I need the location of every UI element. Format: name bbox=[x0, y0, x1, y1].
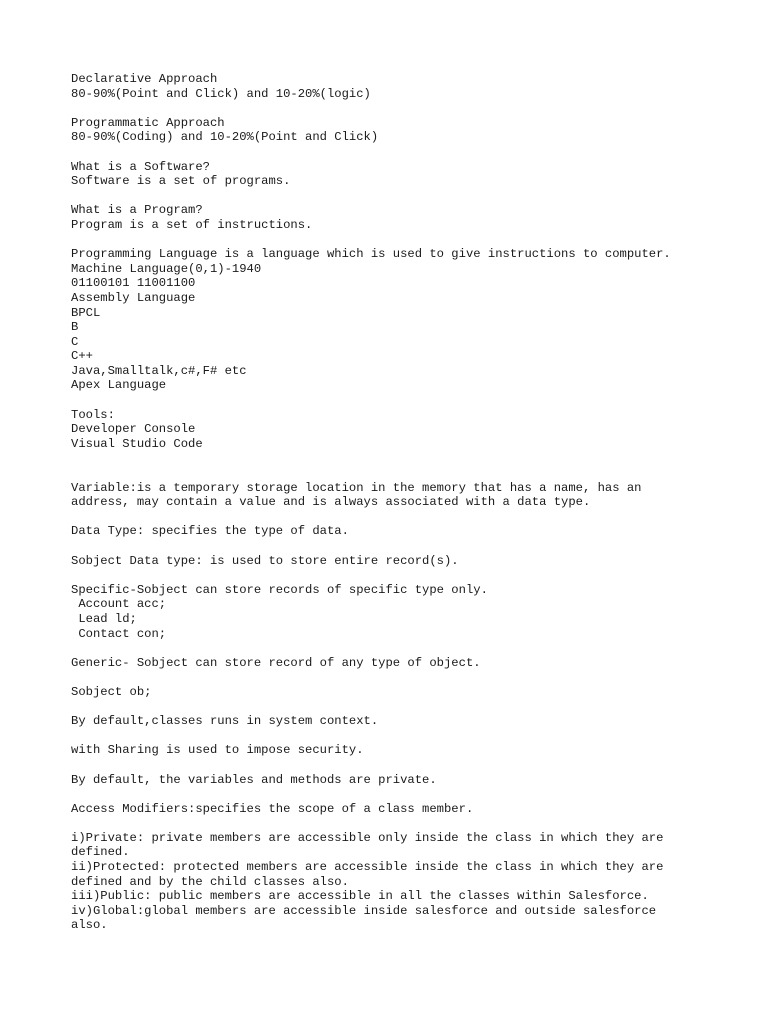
text-line: Sobject Data type: is used to store entire record(s). bbox=[71, 553, 459, 568]
paragraph-declarative-approach bbox=[71, 72, 731, 101]
text-line: Declarative Approach bbox=[71, 72, 218, 86]
text-line: What is a Program? bbox=[71, 203, 203, 218]
text-line: iii)Public: public members are accessible in all the classes within Salesforce. bbox=[71, 889, 649, 904]
text-line: Data Type: specifies the type of data. bbox=[71, 524, 349, 539]
text-line: Account acc; bbox=[71, 597, 167, 612]
text-line: 80-90%(Coding) and 10-20%(Point and Click) bbox=[71, 130, 379, 145]
paragraph-what-is-program bbox=[71, 203, 731, 232]
paragraph-sobject-data-type bbox=[71, 554, 731, 569]
text-line: C bbox=[71, 334, 79, 349]
paragraph-what-is-software bbox=[71, 160, 731, 189]
text-line: Apex Language bbox=[71, 378, 167, 393]
text-line: Program is a set of instructions. bbox=[71, 217, 313, 232]
text-line: Software is a set of programs. bbox=[71, 174, 291, 189]
paragraph-generic-sobject bbox=[71, 656, 731, 671]
paragraph-default-private bbox=[71, 773, 731, 788]
text-line: BPCL bbox=[71, 305, 101, 320]
text-line: Sobject ob; bbox=[71, 684, 152, 699]
text-line: What is a Software? bbox=[71, 159, 210, 174]
text-line: also. bbox=[71, 918, 108, 933]
paragraph-programming-languages bbox=[71, 247, 731, 393]
paragraph-variable bbox=[71, 481, 731, 510]
text-line: By default, the variables and methods are private. bbox=[71, 772, 437, 787]
text-line: Machine Language(0,1)-1940 bbox=[71, 261, 262, 276]
text-line: address, may contain a value and is always associated with a data type. bbox=[71, 495, 591, 510]
text-line: Java,Smalltalk,c#,F# etc bbox=[71, 363, 247, 378]
paragraph-access-modifiers bbox=[71, 802, 731, 817]
text-line: Programmatic Approach bbox=[71, 115, 225, 130]
text-line: 80-90%(Point and Click) and 10-20%(logic) bbox=[71, 86, 371, 101]
paragraph-system-context bbox=[71, 714, 731, 729]
paragraph-specific-sobject bbox=[71, 583, 731, 641]
text-line: Tools: bbox=[71, 407, 115, 422]
text-line: with Sharing is used to impose security. bbox=[71, 743, 364, 758]
text-line: 01100101 11001100 bbox=[71, 276, 196, 291]
text-line: Generic- Sobject can store record of any type of object. bbox=[71, 655, 481, 670]
text-line: Programming Language is a language which is used to give instructions to computer. bbox=[71, 247, 671, 262]
text-line: defined and by the child classes also. bbox=[71, 874, 349, 889]
text-line: Lead ld; bbox=[71, 611, 137, 626]
text-line: Access Modifiers:specifies the scope of a class member. bbox=[71, 801, 474, 816]
text-line: Assembly Language bbox=[71, 290, 196, 305]
text-line: iv)Global:global members are accessible inside salesforce and outside salesforce bbox=[71, 903, 657, 918]
text-line: Visual Studio Code bbox=[71, 436, 203, 451]
paragraph-with-sharing bbox=[71, 743, 731, 758]
paragraph-sobject-ob bbox=[71, 685, 731, 700]
text-line: Specific-Sobject can store records of specific type only. bbox=[71, 582, 488, 597]
document-page bbox=[71, 72, 731, 948]
paragraph-tools bbox=[71, 408, 731, 452]
paragraph-modifier-list bbox=[71, 831, 731, 933]
text-line: defined. bbox=[71, 845, 130, 860]
text-line: Contact con; bbox=[71, 626, 167, 641]
text-line: Variable:is a temporary storage location in the memory that has a name, has an bbox=[71, 480, 642, 495]
text-line: C++ bbox=[71, 349, 93, 364]
paragraph-data-type bbox=[71, 524, 731, 539]
text-line: B bbox=[71, 320, 79, 335]
text-line: Developer Console bbox=[71, 422, 196, 437]
text-line: ii)Protected: protected members are accessible inside the class in which they are bbox=[71, 860, 664, 875]
paragraph-programmatic-approach bbox=[71, 116, 731, 145]
text-line: By default,classes runs in system context. bbox=[71, 714, 379, 729]
text-line: i)Private: private members are accessible only inside the class in which they are bbox=[71, 830, 664, 845]
